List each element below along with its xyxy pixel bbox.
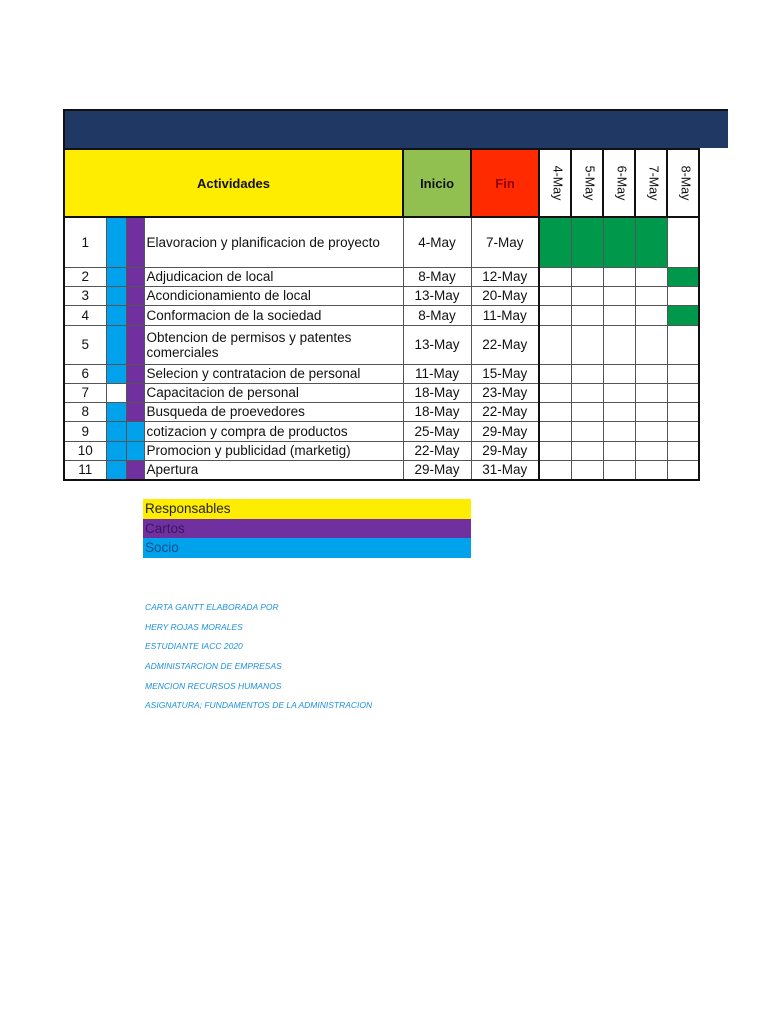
- table-row: [64, 267, 699, 286]
- start-date: 22-May: [403, 441, 471, 460]
- legend: [143, 499, 471, 558]
- credit-line: ADMINISTARCION DE EMPRESAS: [145, 661, 282, 672]
- gantt-cell: [571, 267, 603, 286]
- start-date: 18-May: [403, 402, 471, 421]
- gantt-cell: [539, 421, 571, 441]
- gantt-cell: [571, 441, 603, 460]
- gantt-cell: [603, 364, 635, 383]
- gantt-cell: [571, 325, 603, 364]
- gantt-cell: [635, 441, 667, 460]
- gantt-cell: [539, 364, 571, 383]
- end-date: 20-May: [471, 286, 539, 305]
- activity-name: Acondicionamiento de local: [144, 286, 403, 305]
- responsible-color-1: [106, 441, 126, 460]
- row-number: 1: [64, 217, 106, 267]
- gantt-cell: [603, 441, 635, 460]
- gantt-cell: [667, 402, 699, 421]
- gantt-cell: [667, 383, 699, 402]
- responsible-color-1: [106, 460, 126, 480]
- responsible-color-2: [126, 383, 144, 402]
- row-number: 8: [64, 402, 106, 421]
- start-date: 18-May: [403, 383, 471, 402]
- activity-name: Busqueda de proevedores: [144, 402, 403, 421]
- responsible-color-2: [126, 305, 144, 325]
- activity-name: Capacitacion de personal: [144, 383, 403, 402]
- start-date: 8-May: [403, 305, 471, 325]
- credit-line: CARTA GANTT ELABORADA POR: [145, 602, 279, 612]
- gantt-cell: [667, 286, 699, 305]
- responsible-color-1: [106, 421, 126, 441]
- row-number: 3: [64, 286, 106, 305]
- responsible-color-1: [106, 325, 126, 364]
- gantt-cell: [667, 267, 699, 286]
- responsible-color-1: [106, 267, 126, 286]
- header-start: Inicio: [403, 149, 471, 217]
- gantt-cell: [635, 217, 667, 267]
- header-day: 5-May: [571, 149, 603, 217]
- table-row: [64, 460, 699, 480]
- responsible-color-1: [106, 217, 126, 267]
- row-number: 11: [64, 460, 106, 480]
- header-day: 8-May: [667, 149, 699, 217]
- gantt-cell: [635, 305, 667, 325]
- row-number: 9: [64, 421, 106, 441]
- gantt-cell: [635, 325, 667, 364]
- responsible-color-1: [106, 286, 126, 305]
- gantt-cell: [571, 402, 603, 421]
- activity-name: Obtencion de permisos y patentes comerciales: [144, 325, 403, 364]
- gantt-cell: [635, 402, 667, 421]
- start-date: 8-May: [403, 267, 471, 286]
- legend-item: Socio: [143, 538, 471, 558]
- gantt-cell: [539, 402, 571, 421]
- row-number: 4: [64, 305, 106, 325]
- title-bar: [63, 109, 728, 148]
- row-number: 5: [64, 325, 106, 364]
- responsible-color-2: [126, 402, 144, 421]
- gantt-cell: [635, 383, 667, 402]
- start-date: 25-May: [403, 421, 471, 441]
- activity-name: Adjudicacion de local: [144, 267, 403, 286]
- table-row: [64, 286, 699, 305]
- table-row: [64, 217, 699, 267]
- responsible-color-2: [126, 217, 144, 267]
- responsible-color-1: [106, 305, 126, 325]
- row-number: 6: [64, 364, 106, 383]
- start-date: 13-May: [403, 325, 471, 364]
- responsible-color-2: [126, 364, 144, 383]
- table-row: [64, 364, 699, 383]
- gantt-cell: [635, 460, 667, 480]
- gantt-cell: [571, 383, 603, 402]
- gantt-cell: [539, 325, 571, 364]
- header-end: Fin: [471, 149, 539, 217]
- responsible-color-1: [106, 402, 126, 421]
- credit-line: MENCION RECURSOS HUMANOS: [145, 680, 282, 691]
- header-day: 4-May: [539, 149, 571, 217]
- gantt-table: [63, 148, 700, 481]
- header-row: [64, 149, 699, 217]
- end-date: 11-May: [471, 305, 539, 325]
- end-date: 15-May: [471, 364, 539, 383]
- end-date: 22-May: [471, 325, 539, 364]
- gantt-cell: [571, 305, 603, 325]
- gantt-cell: [603, 421, 635, 441]
- activity-name: Conformacion de la sociedad: [144, 305, 403, 325]
- row-number: 7: [64, 383, 106, 402]
- gantt-cell: [635, 267, 667, 286]
- responsible-color-2: [126, 460, 144, 480]
- gantt-cell: [603, 402, 635, 421]
- gantt-cell: [667, 325, 699, 364]
- gantt-cell: [539, 460, 571, 480]
- end-date: 12-May: [471, 267, 539, 286]
- gantt-cell: [539, 305, 571, 325]
- gantt-cell: [571, 421, 603, 441]
- responsible-color-2: [126, 325, 144, 364]
- gantt-cell: [603, 305, 635, 325]
- gantt-cell: [667, 441, 699, 460]
- responsible-color-2: [126, 286, 144, 305]
- responsible-color-2: [126, 421, 144, 441]
- start-date: 11-May: [403, 364, 471, 383]
- credit-line: ESTUDIANTE IACC 2020: [145, 641, 243, 652]
- start-date: 29-May: [403, 460, 471, 480]
- responsible-color-2: [126, 267, 144, 286]
- table-row: [64, 402, 699, 421]
- end-date: 23-May: [471, 383, 539, 402]
- gantt-cell: [539, 217, 571, 267]
- activity-name: Selecion y contratacion de personal: [144, 364, 403, 383]
- gantt-cell: [539, 383, 571, 402]
- gantt-cell: [539, 267, 571, 286]
- gantt-cell: [571, 460, 603, 480]
- gantt-cell: [635, 421, 667, 441]
- end-date: 29-May: [471, 441, 539, 460]
- end-date: 22-May: [471, 402, 539, 421]
- activity-name: Apertura: [144, 460, 403, 480]
- gantt-cell: [603, 286, 635, 305]
- gantt-cell: [635, 286, 667, 305]
- legend-item: Responsables: [143, 499, 471, 519]
- header-day: 6-May: [603, 149, 635, 217]
- end-date: 7-May: [471, 217, 539, 267]
- gantt-cell: [539, 286, 571, 305]
- table-row: [64, 421, 699, 441]
- responsible-color-2: [126, 441, 144, 460]
- responsible-color-1: [106, 383, 126, 402]
- start-date: 13-May: [403, 286, 471, 305]
- gantt-cell: [571, 217, 603, 267]
- gantt-cell: [603, 325, 635, 364]
- credits: [145, 602, 372, 720]
- end-date: 31-May: [471, 460, 539, 480]
- row-number: 10: [64, 441, 106, 460]
- responsible-color-1: [106, 364, 126, 383]
- gantt-cell: [603, 460, 635, 480]
- gantt-cell: [539, 441, 571, 460]
- gantt-cell: [667, 217, 699, 267]
- gantt-cell: [603, 217, 635, 267]
- gantt-cell: [571, 364, 603, 383]
- activity-name: Promocion y publicidad (marketig): [144, 441, 403, 460]
- gantt-cell: [635, 364, 667, 383]
- header-activities: Actividades: [64, 149, 403, 217]
- table-row: [64, 325, 699, 364]
- table-row: [64, 383, 699, 402]
- activity-name: Elavoracion y planificacion de proyecto: [144, 217, 403, 267]
- credit-line: HERY ROJAS MORALES: [145, 621, 243, 632]
- legend-item: Cartos: [143, 519, 471, 539]
- gantt-cell: [667, 460, 699, 480]
- table-row: [64, 441, 699, 460]
- credit-line: ASIGNATURA; FUNDAMENTOS DE LA ADMINISTRACION: [145, 700, 373, 711]
- activity-name: cotizacion y compra de productos: [144, 421, 403, 441]
- gantt-cell: [667, 421, 699, 441]
- gantt-cell: [571, 286, 603, 305]
- gantt-cell: [667, 364, 699, 383]
- gantt-cell: [667, 305, 699, 325]
- gantt-cell: [603, 267, 635, 286]
- row-number: 2: [64, 267, 106, 286]
- start-date: 4-May: [403, 217, 471, 267]
- table-row: [64, 305, 699, 325]
- end-date: 29-May: [471, 421, 539, 441]
- gantt-cell: [603, 383, 635, 402]
- header-day: 7-May: [635, 149, 667, 217]
